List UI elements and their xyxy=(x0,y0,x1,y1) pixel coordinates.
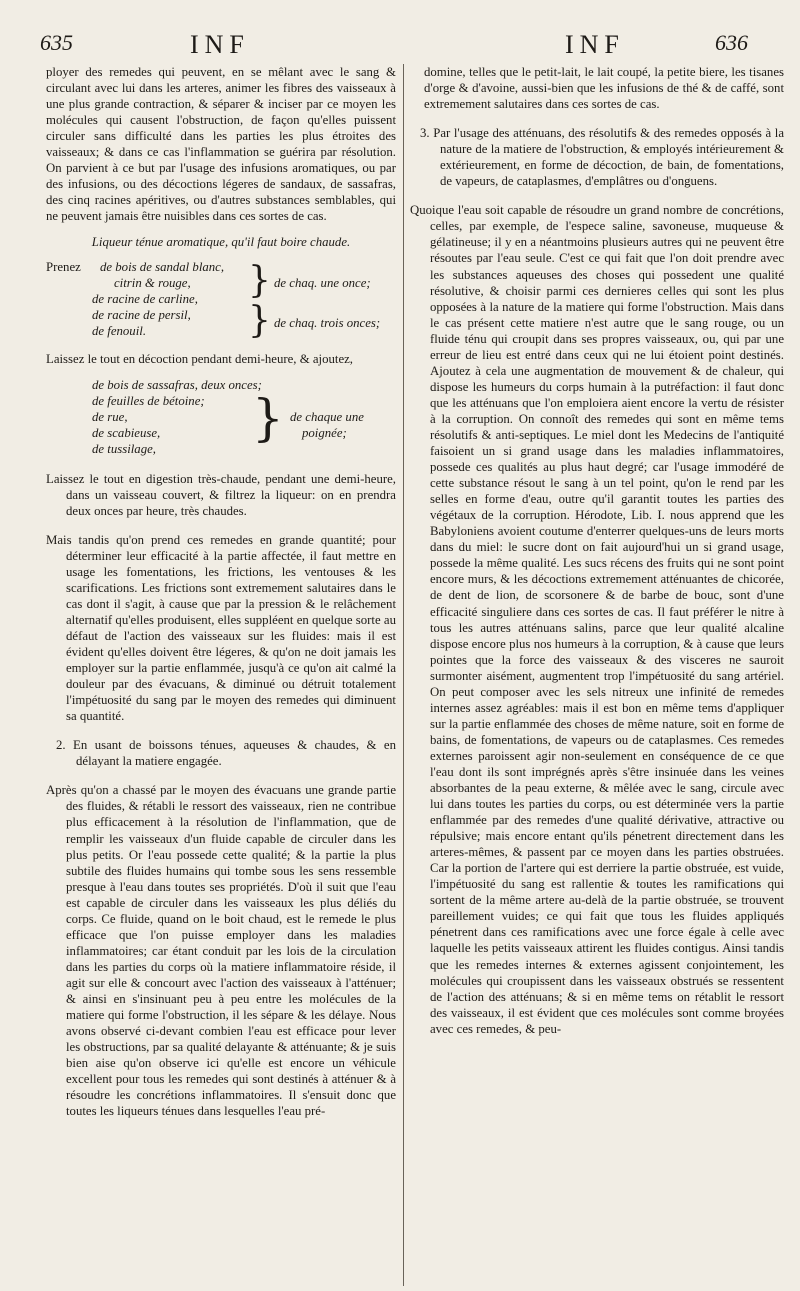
recipe-ingredient: de bois de sassafras, deux onces; xyxy=(92,377,262,392)
recipe-verb: Prenez xyxy=(46,259,81,274)
recipe-ingredient: de tussilage, xyxy=(92,441,156,456)
recipe-ingredient: de racine de carline, xyxy=(92,291,198,306)
paragraph: domine, telles que le petit-lait, le lait coupé, la petite biere, les tisanes d'orge & d'avoine, aussi-bien que les infusions de thé & de caffé, sont extremement salutaires dans ces sortes de cas. xyxy=(424,65,784,112)
page-number-left: 635 xyxy=(40,30,73,55)
recipe-ingredient: de bois de sandal blanc, xyxy=(100,259,225,274)
paragraph: Mais tandis qu'on prend ces remedes en grande quantité; pour déterminer leur efficacité à la partie affectée, il faut mettre en usage les fomentations, les frictions, les ventouses & les scarifications. Les frictions sont extremement salutaires dans le cas dont il s'agit, à cause que par la pression & le relâchement alternatif qu'elles produisent, elles suppléent en quelque sorte au défaut de l'action des vaisseaux sur les fluides: mais il est évident qu'elles doivent être légeres, & qu'on ne doit jamais les employer sur la partie enflammée, jusqu'à ce qu'on ait calmé la douleur par des évacuans, & diminué ou détruit totalement l'impétuosité du sang par le moyen des remedes qui diminuent sa quantité. xyxy=(46,532,396,724)
paragraph: Après qu'on a chassé par le moyen des évacuans une grande partie des fluides, & rétabli le ressort des vaisseaux, rien ne contribue plus efficacement à la résolution de l'inflammation, que de remplir les vaisseaux d'un fluide capable de circuler dans les plus petits. Or l'eau possede cette qualité; & la partie la plus subtile des fluides humains qui tombe sous les sens ressemble presque à l'eau dans toutes ses propriétés. D'où il suit que l'eau est capable de circuler dans les vaisseaux les plus déliés du corps. Ce fluide, quand on le boit chaud, est le remede le plus efficace que l'on puisse employer dans les maladies inflammatoires; car étant conduit par les lois de la circulation dans les parties du corps où la matiere inflammatoire réside, il agit sur elle & concourt avec l'action des vaisseaux à l'atténuer; & ainsi en s'insinuant peu à peu entre les molécules de la matiere qui forme l'obstruction, il les sépare & les délaye. Nous avons observé ci-devant combien l'eau est efficace pour lever les obstructions, par sa qualité delayante & atténuante; & je suis bien aise qu'on observe ici qu'elle est encore un véhicule excellent pour tous les remedes qui sont destinés à atténuer & à résoudre les concrétions inflammatoires. Il s'ensuit donc que toutes les liqueurs ténues dans lesquelles l'eau pré- xyxy=(46,783,396,1119)
page-number-right: 636 xyxy=(715,30,748,55)
recipe-ingredient: de racine de persil, xyxy=(92,307,191,322)
recipe-dose: de chaq. trois onces; xyxy=(274,315,381,330)
recipe-dose: de chaque une xyxy=(290,409,364,424)
recipe-ingredient: de fenouil. xyxy=(92,323,147,338)
brace-symbol: } xyxy=(248,259,271,301)
left-column xyxy=(46,64,396,1286)
paragraph: ployer des remedes qui peuvent, en se mêlant avec le sang & circulant avec lui dans les arteres, animer les fibres des vaisseaux à une plus grande contraction, & séparer & inciser par ce moyen les molécules qui causent l'obstruction, de façon qu'elles puissent circuler sans difficulté dans les parties les plus étroites des vaisseaux; & dans ce cas l'inflammation se guérira par résolution. On parvient à ce but par l'usage des infusions aromatiques, ou par des infusions, ou des décoctions légeres de sandaux, de sassafras, des cinq racines apéritives, ou d'autres substances semblables, qui ne peuvent jamais être nuisibles dans ces sortes de cas. xyxy=(46,65,396,224)
recipe-ingredient: de scabieuse, xyxy=(92,425,161,440)
numbered-item: 2. En usant de boissons ténues, aqueuses & chaudes, & en délayant la matiere engagée. xyxy=(56,738,396,769)
recipe-ingredient: de feuilles de bétoine; xyxy=(92,393,205,408)
numbered-item: 3. Par l'usage des atténuans, des résolutifs & des remedes opposés à la nature de la matiere de l'obstruction, & employés intérieurement & extérieurement, en forme de décoction, de bain, de fomentations, de vapeurs, de cataplasmes, d'emplâtres ou d'onguens. xyxy=(420,126,784,189)
recipe-ingredient: de rue, xyxy=(92,409,128,424)
recipe-dose: poignée; xyxy=(302,425,347,440)
recipe-ingredient: citrin & rouge, xyxy=(114,275,191,290)
paragraph: Laissez le tout en digestion très-chaude, pendant une demi-heure, dans un vaisseau couvert, & filtrez la liqueur: on en prendra deux onces par heure, très chaudes. xyxy=(46,471,396,518)
column-divider xyxy=(403,64,404,1286)
headword-left: INF xyxy=(190,30,250,59)
recipe-title: Liqueur ténue aromatique, qu'il faut boire chaude. xyxy=(91,235,351,250)
paragraph: Laissez le tout en décoction pendant demi-heure, & ajoutez, xyxy=(46,351,354,366)
recipe-block-1 xyxy=(46,259,396,341)
recipe-dose: de chaq. une once; xyxy=(274,275,371,290)
brace-symbol: } xyxy=(252,388,284,447)
running-header xyxy=(40,30,780,62)
right-column xyxy=(410,64,784,1286)
brace-symbol: } xyxy=(248,299,271,341)
recipe-block-2 xyxy=(46,377,396,461)
headword-right: INF xyxy=(565,30,625,59)
paragraph: Quoique l'eau soit capable de résoudre un grand nombre de concrétions, celles, par exemple, de l'espece saline, savoneuse, muqueuse & gélatineuse; il y en a néantmoins plusieurs autres qui ne peuvent être résoutes par l'eau seule. C'est ce qui fait que l'on doit prendre avec les substances aqueuses des choses qui possedent une qualité résolutive, & choisir parmi ces dernieres celles qui sont les plus opposées à la nature de la matiere qui forme l'obstruction. Mais dans le cas présent cette matiere n'est autre que le sang rouge, ou un fluide ténu qui croupit dans ses propres vaisseaux, ou, qui par une erreur de lieu est entré dans ceux qui ne lui étoient point destinés. Ajoutez à cela une augmentation de mouvement & de chaleur, qui dispose les humeurs du corps humain à la putréfaction: il faut donc que les atténuans que l'on emploiera aient encore la vertu de résister à la corruption. On connoît des remedes qui sont en même tems résolutifs & anti-septiques. Le miel dont les Medecins de l'antiquité faisoient un si grand usage dans les maladies inflammatoires, possede ces qualités au plus haut degré; car l'usage immodéré de cette substance résout le sang à un tel point, qu'on le rend par les selles en forme d'eau, outre qu'il garantit toutes les parties des végétaux de la corruption. Hérodote, Lib. I. nous apprend que les Babyloniens avoient coutume d'enterrer quelques-uns de leurs morts dans du miel: le sucre dont on fait aujourd'hui un si grand usage, possede la même qualité. Les sucs récens des fruits qui ne sont point encore murs, & les décoctions extremement atténuantes de chicorée, de dent de lion, de scorsonere & de barbe de bouc, sont d'une efficacité singuliere dans ces sortes de cas. Il faut préférer le nitre à tous les autres atténuans salins, parce que leur qualité alcaline dispose encore plus nos humeurs à la corruption, & à cause que leurs pointes que la force des vaisseaux & des visceres ne sauroit surmonter aisément, augmentent trop l'impétuosité du sang artériel. On peut composer avec les sels nitreux une infinité de remedes internes assez agréables: mais il est bon en même tems d'appliquer sur la partie enflammée des choses de même nature, soit en forme de bains, de fomentations, de vapeurs ou de cataplasmes. Ces remedes externes paroissent agir non-seulement en conséquence de ce que l'eau dont ils sont imprégnés après s'être insinuée dans les veines absorbantes de la peau externe, & mêlée avec le sang, circule avec lui dans toutes les parties du corps, ou est déterminée vers la partie enflammée par des remedes d'une qualité dérivative, attractive ou répulsive; mais encore entant qu'ils pénetrent directement dans les arteres-mêmes, & passent par ce moyen dans les parties obstruées. Car la portion de l'artere qui est derriere la partie obstruée, est vuide, l'impétuosité du sang est rallentie & toutes les ramifications qui sortent de la même artere au-delà de la partie obstruée, se trouvent pareillement vuides; ce qui fait que tous les fluides appliqués pénetrent dans ces ramifications avec une force égale à celle avec laquelle les petits vaisseaux attirent les fluides contigus. Ainsi tandis que les remedes internes & externes agissent conjointement, les molécules qui croupissent dans les vaisseaux obstrués se ressentent de l'action des atténuans; & si en même tems on rétablit le ressort des vaisseaux, il est évident que ces molécules sont comme broyées avec ces remedes, & peu- xyxy=(410,203,784,1036)
